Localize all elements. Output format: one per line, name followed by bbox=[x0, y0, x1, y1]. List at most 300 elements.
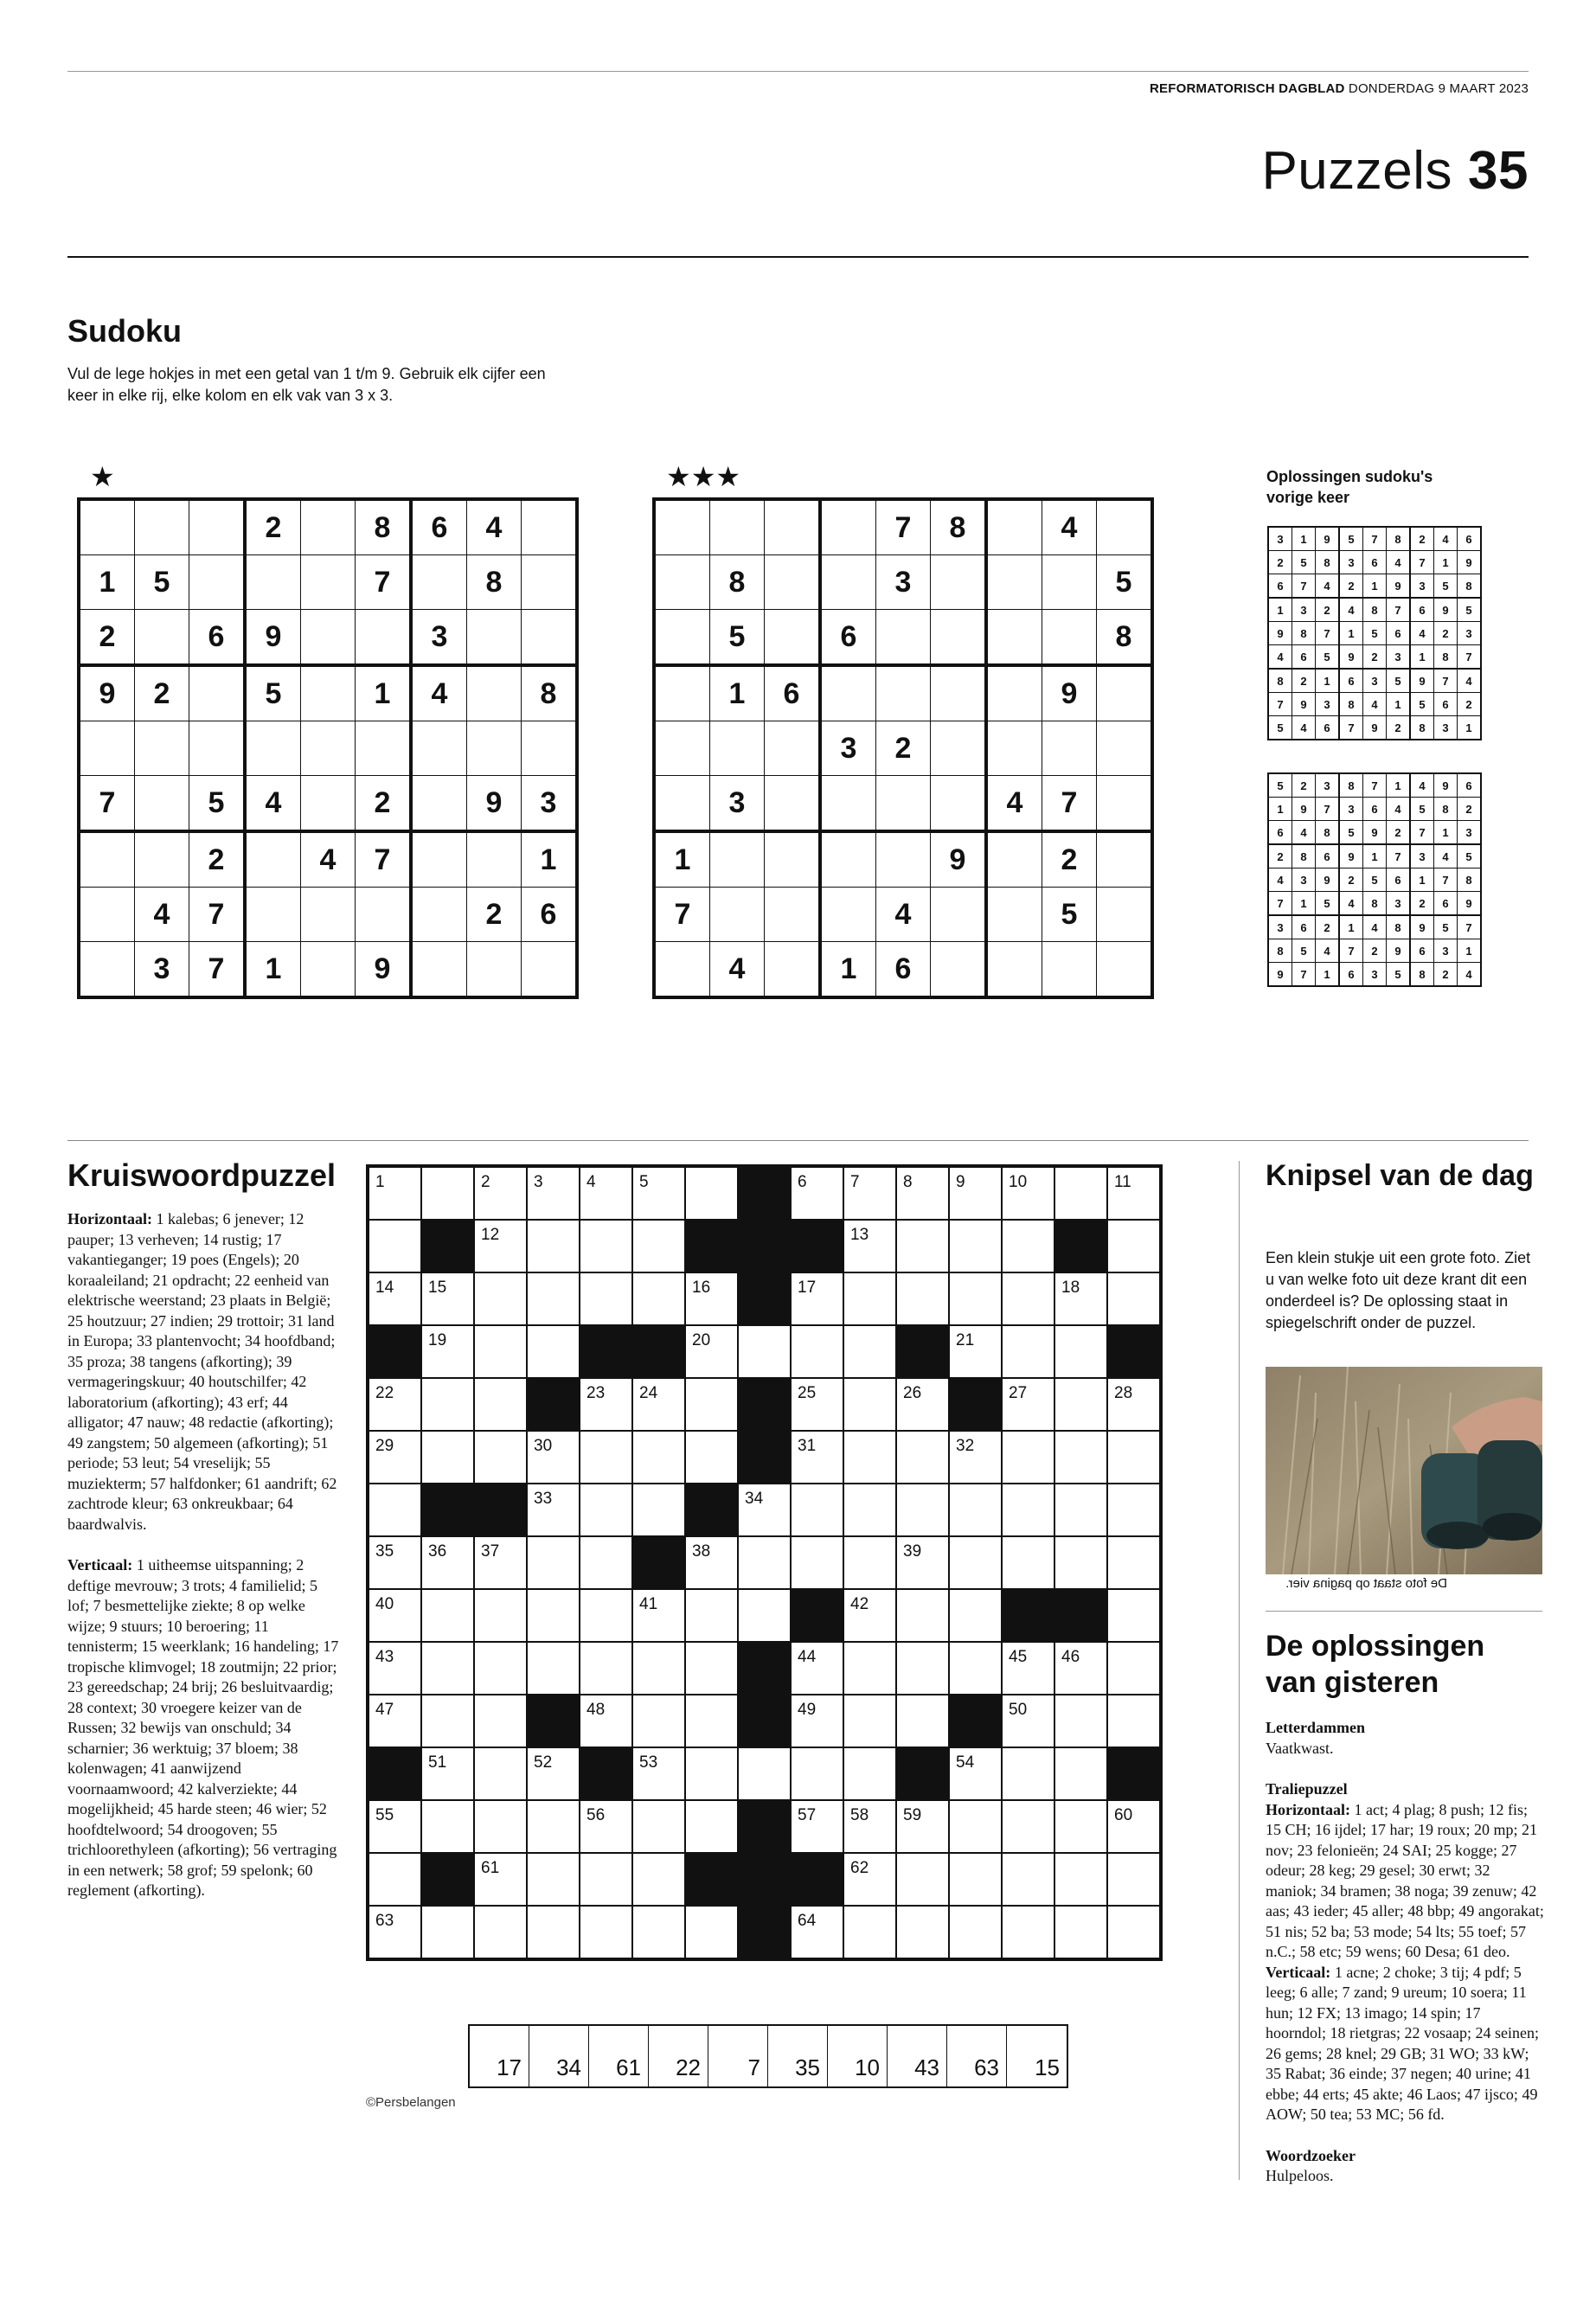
key-cell[interactable] bbox=[947, 2026, 1007, 2086]
crossword-cell[interactable] bbox=[474, 1378, 527, 1431]
crossword-cell[interactable] bbox=[1107, 1431, 1160, 1484]
sudoku-cell[interactable] bbox=[986, 721, 1042, 776]
sudoku-cell[interactable]: 5 bbox=[1042, 888, 1097, 942]
sudoku-cell[interactable]: 7 bbox=[189, 942, 246, 998]
sudoku-cell[interactable] bbox=[301, 665, 356, 721]
sudoku-cell[interactable]: 7 bbox=[189, 888, 246, 942]
sudoku-cell[interactable]: 1 bbox=[356, 665, 412, 721]
sudoku-cell[interactable] bbox=[411, 721, 467, 776]
sudoku-cell[interactable] bbox=[710, 831, 765, 888]
crossword-cell[interactable] bbox=[1107, 1589, 1160, 1642]
crossword-cell[interactable] bbox=[791, 1378, 843, 1431]
crossword-cell[interactable] bbox=[949, 1484, 1002, 1536]
crossword-cell[interactable] bbox=[580, 1800, 632, 1853]
sudoku-cell[interactable]: 9 bbox=[79, 665, 135, 721]
crossword-cell[interactable] bbox=[791, 1484, 843, 1536]
sudoku-cell[interactable] bbox=[522, 499, 578, 555]
sudoku-cell[interactable] bbox=[245, 555, 301, 610]
crossword-cell[interactable] bbox=[738, 1747, 791, 1800]
sudoku-cell[interactable]: 1 bbox=[79, 555, 135, 610]
crossword-cell[interactable] bbox=[1054, 1642, 1107, 1695]
crossword-cell[interactable] bbox=[1054, 1272, 1107, 1325]
crossword-cell[interactable] bbox=[1054, 1536, 1107, 1589]
sudoku-cell[interactable]: 3 bbox=[820, 721, 876, 776]
crossword-cell[interactable] bbox=[527, 1906, 580, 1958]
sudoku-cell[interactable]: 1 bbox=[820, 942, 876, 998]
sudoku-cell[interactable] bbox=[79, 888, 135, 942]
crossword-cell[interactable] bbox=[1002, 1484, 1054, 1536]
sudoku-cell[interactable]: 6 bbox=[765, 665, 821, 721]
sudoku-cell[interactable] bbox=[301, 776, 356, 832]
crossword-cell[interactable] bbox=[527, 1272, 580, 1325]
crossword-cell[interactable] bbox=[1054, 1325, 1107, 1378]
crossword-cell[interactable] bbox=[1002, 1906, 1054, 1958]
sudoku-grid-easy[interactable] bbox=[77, 497, 579, 999]
crossword-cell[interactable] bbox=[843, 1536, 896, 1589]
sudoku-cell[interactable] bbox=[654, 721, 710, 776]
crossword-cell[interactable] bbox=[369, 1800, 421, 1853]
sudoku-cell[interactable] bbox=[765, 721, 821, 776]
crossword-cell[interactable] bbox=[527, 1589, 580, 1642]
sudoku-cell[interactable] bbox=[931, 555, 987, 610]
crossword-cell[interactable] bbox=[527, 1431, 580, 1484]
crossword-cell[interactable] bbox=[474, 1272, 527, 1325]
sudoku-cell[interactable]: 1 bbox=[710, 665, 765, 721]
crossword-cell[interactable] bbox=[1107, 1642, 1160, 1695]
sudoku-cell[interactable] bbox=[1042, 610, 1097, 666]
sudoku-cell[interactable] bbox=[411, 888, 467, 942]
crossword-cell[interactable] bbox=[632, 1167, 685, 1220]
crossword-cell[interactable] bbox=[580, 1272, 632, 1325]
crossword-cell[interactable] bbox=[474, 1695, 527, 1747]
crossword-cell[interactable] bbox=[527, 1484, 580, 1536]
crossword-cell[interactable] bbox=[843, 1484, 896, 1536]
key-cell[interactable] bbox=[1007, 2026, 1067, 2086]
crossword-cell[interactable] bbox=[791, 1536, 843, 1589]
sudoku-cell[interactable] bbox=[135, 610, 189, 666]
sudoku-cell[interactable] bbox=[765, 499, 821, 555]
sudoku-cell[interactable]: 2 bbox=[356, 776, 412, 832]
crossword-cell[interactable] bbox=[527, 1167, 580, 1220]
crossword-cell[interactable] bbox=[632, 1642, 685, 1695]
crossword-cell[interactable] bbox=[843, 1272, 896, 1325]
sudoku-cell[interactable] bbox=[301, 610, 356, 666]
crossword-cell[interactable] bbox=[949, 1853, 1002, 1906]
sudoku-cell[interactable] bbox=[931, 942, 987, 998]
crossword-cell[interactable] bbox=[580, 1853, 632, 1906]
crossword-cell[interactable] bbox=[949, 1272, 1002, 1325]
sudoku-cell[interactable] bbox=[1042, 721, 1097, 776]
sudoku-cell[interactable]: 5 bbox=[245, 665, 301, 721]
crossword-cell[interactable] bbox=[474, 1167, 527, 1220]
crossword-cell[interactable] bbox=[896, 1536, 949, 1589]
crossword-cell[interactable] bbox=[843, 1167, 896, 1220]
sudoku-cell[interactable] bbox=[820, 665, 876, 721]
sudoku-cell[interactable] bbox=[522, 610, 578, 666]
crossword-cell[interactable] bbox=[527, 1800, 580, 1853]
sudoku-cell[interactable] bbox=[1097, 665, 1153, 721]
sudoku-cell[interactable] bbox=[522, 555, 578, 610]
sudoku-cell[interactable]: 2 bbox=[245, 499, 301, 555]
crossword-cell[interactable] bbox=[369, 1167, 421, 1220]
sudoku-cell[interactable] bbox=[986, 831, 1042, 888]
sudoku-cell[interactable]: 6 bbox=[411, 499, 467, 555]
crossword-cell[interactable] bbox=[421, 1167, 474, 1220]
crossword-cell[interactable] bbox=[1054, 1167, 1107, 1220]
crossword-cell[interactable] bbox=[474, 1220, 527, 1272]
crossword-cell[interactable] bbox=[1002, 1536, 1054, 1589]
crossword-cell[interactable] bbox=[369, 1431, 421, 1484]
crossword-cell[interactable] bbox=[896, 1853, 949, 1906]
crossword-cell[interactable] bbox=[896, 1431, 949, 1484]
crossword-cell[interactable] bbox=[632, 1853, 685, 1906]
crossword-cell[interactable] bbox=[949, 1906, 1002, 1958]
crossword-cell[interactable] bbox=[685, 1325, 738, 1378]
sudoku-cell[interactable] bbox=[986, 610, 1042, 666]
crossword-cell[interactable] bbox=[1054, 1747, 1107, 1800]
crossword-cell[interactable] bbox=[580, 1536, 632, 1589]
crossword-cell[interactable] bbox=[369, 1589, 421, 1642]
sudoku-cell[interactable] bbox=[79, 721, 135, 776]
sudoku-cell[interactable] bbox=[654, 665, 710, 721]
sudoku-cell[interactable] bbox=[1097, 942, 1153, 998]
crossword-cell[interactable] bbox=[843, 1695, 896, 1747]
sudoku-cell[interactable] bbox=[522, 942, 578, 998]
crossword-cell[interactable] bbox=[1054, 1431, 1107, 1484]
sudoku-cell[interactable] bbox=[765, 555, 821, 610]
sudoku-cell[interactable]: 2 bbox=[189, 831, 246, 888]
sudoku-cell[interactable]: 7 bbox=[356, 831, 412, 888]
crossword-cell[interactable] bbox=[1054, 1906, 1107, 1958]
crossword-cell[interactable] bbox=[421, 1642, 474, 1695]
crossword-cell[interactable] bbox=[843, 1378, 896, 1431]
crossword-cell[interactable] bbox=[527, 1536, 580, 1589]
crossword-cell[interactable] bbox=[843, 1589, 896, 1642]
crossword-cell[interactable] bbox=[632, 1800, 685, 1853]
sudoku-cell[interactable]: 7 bbox=[654, 888, 710, 942]
crossword-cell[interactable] bbox=[421, 1747, 474, 1800]
sudoku-cell[interactable] bbox=[79, 831, 135, 888]
crossword-cell[interactable] bbox=[527, 1642, 580, 1695]
crossword-cell[interactable] bbox=[843, 1642, 896, 1695]
sudoku-cell[interactable]: 2 bbox=[135, 665, 189, 721]
crossword-cell[interactable] bbox=[791, 1800, 843, 1853]
crossword-cell[interactable] bbox=[632, 1378, 685, 1431]
sudoku-cell[interactable] bbox=[876, 831, 931, 888]
key-cell[interactable] bbox=[589, 2026, 649, 2086]
crossword-cell[interactable] bbox=[1002, 1800, 1054, 1853]
crossword-cell[interactable] bbox=[527, 1747, 580, 1800]
crossword-cell[interactable] bbox=[949, 1536, 1002, 1589]
sudoku-cell[interactable] bbox=[710, 888, 765, 942]
sudoku-cell[interactable] bbox=[765, 888, 821, 942]
crossword-cell[interactable] bbox=[369, 1853, 421, 1906]
key-cell[interactable] bbox=[470, 2026, 529, 2086]
crossword-cell[interactable] bbox=[527, 1853, 580, 1906]
sudoku-cell[interactable] bbox=[654, 776, 710, 832]
sudoku-cell[interactable] bbox=[986, 888, 1042, 942]
sudoku-cell[interactable] bbox=[356, 888, 412, 942]
crossword-cell[interactable] bbox=[632, 1220, 685, 1272]
crossword-cell[interactable] bbox=[527, 1325, 580, 1378]
crossword-cell[interactable] bbox=[632, 1484, 685, 1536]
crossword-cell[interactable] bbox=[1002, 1747, 1054, 1800]
sudoku-cell[interactable]: 1 bbox=[245, 942, 301, 998]
sudoku-cell[interactable] bbox=[467, 665, 522, 721]
crossword-cell[interactable] bbox=[369, 1272, 421, 1325]
sudoku-cell[interactable]: 4 bbox=[411, 665, 467, 721]
crossword-cell[interactable] bbox=[632, 1272, 685, 1325]
sudoku-cell[interactable] bbox=[301, 499, 356, 555]
crossword-cell[interactable] bbox=[474, 1906, 527, 1958]
sudoku-cell[interactable]: 2 bbox=[876, 721, 931, 776]
crossword-cell[interactable] bbox=[1107, 1220, 1160, 1272]
sudoku-cell[interactable] bbox=[356, 721, 412, 776]
sudoku-cell[interactable] bbox=[135, 499, 189, 555]
crossword-cell[interactable] bbox=[896, 1906, 949, 1958]
sudoku-cell[interactable]: 8 bbox=[356, 499, 412, 555]
crossword-cell[interactable] bbox=[949, 1431, 1002, 1484]
sudoku-cell[interactable] bbox=[654, 942, 710, 998]
crossword-cell[interactable] bbox=[1002, 1642, 1054, 1695]
crossword-cell[interactable] bbox=[1054, 1853, 1107, 1906]
crossword-cell[interactable] bbox=[791, 1747, 843, 1800]
crossword-cell[interactable] bbox=[1054, 1800, 1107, 1853]
sudoku-cell[interactable] bbox=[654, 610, 710, 666]
sudoku-cell[interactable]: 3 bbox=[135, 942, 189, 998]
sudoku-cell[interactable] bbox=[986, 499, 1042, 555]
crossword-cell[interactable] bbox=[843, 1431, 896, 1484]
crossword-cell[interactable] bbox=[421, 1800, 474, 1853]
crossword-cell[interactable] bbox=[896, 1800, 949, 1853]
sudoku-cell[interactable] bbox=[135, 831, 189, 888]
sudoku-cell[interactable] bbox=[820, 776, 876, 832]
crossword-cell[interactable] bbox=[580, 1378, 632, 1431]
sudoku-cell[interactable] bbox=[411, 942, 467, 998]
key-cell[interactable] bbox=[828, 2026, 888, 2086]
sudoku-cell[interactable] bbox=[931, 721, 987, 776]
crossword-cell[interactable] bbox=[843, 1906, 896, 1958]
crossword-cell[interactable] bbox=[369, 1220, 421, 1272]
sudoku-cell[interactable] bbox=[411, 831, 467, 888]
sudoku-cell[interactable] bbox=[765, 610, 821, 666]
key-cell[interactable] bbox=[529, 2026, 589, 2086]
sudoku-cell[interactable]: 5 bbox=[1097, 555, 1153, 610]
crossword-cell[interactable] bbox=[421, 1325, 474, 1378]
crossword-cell[interactable] bbox=[580, 1695, 632, 1747]
sudoku-cell[interactable] bbox=[931, 665, 987, 721]
crossword-cell[interactable] bbox=[1002, 1378, 1054, 1431]
sudoku-cell[interactable]: 6 bbox=[522, 888, 578, 942]
crossword-cell[interactable] bbox=[791, 1906, 843, 1958]
sudoku-cell[interactable]: 9 bbox=[245, 610, 301, 666]
crossword-cell[interactable] bbox=[949, 1642, 1002, 1695]
crossword-cell[interactable] bbox=[527, 1220, 580, 1272]
crossword-cell[interactable] bbox=[1002, 1695, 1054, 1747]
sudoku-cell[interactable]: 9 bbox=[356, 942, 412, 998]
crossword-cell[interactable] bbox=[421, 1378, 474, 1431]
crossword-grid[interactable] bbox=[366, 1164, 1163, 1961]
sudoku-cell[interactable]: 8 bbox=[931, 499, 987, 555]
sudoku-cell[interactable] bbox=[522, 721, 578, 776]
crossword-cell[interactable] bbox=[1054, 1695, 1107, 1747]
sudoku-cell[interactable] bbox=[1042, 555, 1097, 610]
sudoku-cell[interactable]: 1 bbox=[654, 831, 710, 888]
crossword-cell[interactable] bbox=[632, 1695, 685, 1747]
crossword-cell[interactable] bbox=[369, 1906, 421, 1958]
crossword-cell[interactable] bbox=[949, 1325, 1002, 1378]
crossword-cell[interactable] bbox=[685, 1906, 738, 1958]
crossword-cell[interactable] bbox=[1002, 1853, 1054, 1906]
sudoku-cell[interactable] bbox=[245, 831, 301, 888]
crossword-cell[interactable] bbox=[369, 1642, 421, 1695]
sudoku-cell[interactable]: 2 bbox=[79, 610, 135, 666]
crossword-cell[interactable] bbox=[949, 1747, 1002, 1800]
sudoku-cell[interactable] bbox=[931, 776, 987, 832]
crossword-cell[interactable] bbox=[1002, 1220, 1054, 1272]
crossword-cell[interactable] bbox=[369, 1695, 421, 1747]
sudoku-cell[interactable] bbox=[820, 499, 876, 555]
sudoku-cell[interactable]: 8 bbox=[522, 665, 578, 721]
crossword-cell[interactable] bbox=[685, 1589, 738, 1642]
sudoku-cell[interactable] bbox=[356, 610, 412, 666]
crossword-cell[interactable] bbox=[421, 1272, 474, 1325]
crossword-cell[interactable] bbox=[421, 1906, 474, 1958]
crossword-cell[interactable] bbox=[632, 1589, 685, 1642]
crossword-cell[interactable] bbox=[369, 1536, 421, 1589]
crossword-cell[interactable] bbox=[738, 1484, 791, 1536]
key-cell[interactable] bbox=[888, 2026, 947, 2086]
sudoku-cell[interactable] bbox=[876, 776, 931, 832]
crossword-cell[interactable] bbox=[474, 1325, 527, 1378]
sudoku-cell[interactable] bbox=[189, 665, 246, 721]
crossword-cell[interactable] bbox=[1107, 1378, 1160, 1431]
crossword-cell[interactable] bbox=[896, 1589, 949, 1642]
crossword-cell[interactable] bbox=[738, 1325, 791, 1378]
sudoku-cell[interactable]: 5 bbox=[710, 610, 765, 666]
sudoku-cell[interactable] bbox=[1097, 888, 1153, 942]
solution-key[interactable] bbox=[468, 2024, 1068, 2088]
crossword-cell[interactable] bbox=[685, 1695, 738, 1747]
key-cell[interactable] bbox=[708, 2026, 768, 2086]
crossword-cell[interactable] bbox=[1107, 1272, 1160, 1325]
sudoku-cell[interactable]: 6 bbox=[189, 610, 246, 666]
sudoku-cell[interactable] bbox=[79, 942, 135, 998]
sudoku-cell[interactable] bbox=[411, 776, 467, 832]
crossword-cell[interactable] bbox=[843, 1853, 896, 1906]
crossword-cell[interactable] bbox=[580, 1906, 632, 1958]
crossword-cell[interactable] bbox=[1107, 1695, 1160, 1747]
sudoku-cell[interactable]: 7 bbox=[876, 499, 931, 555]
sudoku-cell[interactable]: 7 bbox=[356, 555, 412, 610]
sudoku-cell[interactable] bbox=[820, 555, 876, 610]
sudoku-cell[interactable]: 7 bbox=[79, 776, 135, 832]
crossword-cell[interactable] bbox=[474, 1536, 527, 1589]
crossword-cell[interactable] bbox=[1107, 1800, 1160, 1853]
crossword-cell[interactable] bbox=[791, 1431, 843, 1484]
crossword-cell[interactable] bbox=[843, 1747, 896, 1800]
sudoku-cell[interactable] bbox=[820, 831, 876, 888]
sudoku-cell[interactable]: 3 bbox=[522, 776, 578, 832]
sudoku-cell[interactable]: 4 bbox=[876, 888, 931, 942]
crossword-cell[interactable] bbox=[474, 1589, 527, 1642]
crossword-cell[interactable] bbox=[580, 1589, 632, 1642]
sudoku-cell[interactable]: 4 bbox=[986, 776, 1042, 832]
crossword-cell[interactable] bbox=[685, 1167, 738, 1220]
crossword-cell[interactable] bbox=[685, 1536, 738, 1589]
sudoku-grid-hard[interactable] bbox=[652, 497, 1154, 999]
crossword-cell[interactable] bbox=[580, 1642, 632, 1695]
sudoku-cell[interactable] bbox=[189, 555, 246, 610]
crossword-cell[interactable] bbox=[1107, 1536, 1160, 1589]
sudoku-cell[interactable] bbox=[986, 665, 1042, 721]
sudoku-cell[interactable] bbox=[710, 499, 765, 555]
sudoku-cell[interactable]: 1 bbox=[522, 831, 578, 888]
crossword-cell[interactable] bbox=[949, 1167, 1002, 1220]
sudoku-cell[interactable] bbox=[1097, 776, 1153, 832]
crossword-cell[interactable] bbox=[1107, 1906, 1160, 1958]
sudoku-cell[interactable]: 6 bbox=[876, 942, 931, 998]
sudoku-cell[interactable]: 9 bbox=[931, 831, 987, 888]
sudoku-cell[interactable]: 4 bbox=[245, 776, 301, 832]
sudoku-cell[interactable]: 3 bbox=[710, 776, 765, 832]
sudoku-cell[interactable]: 4 bbox=[301, 831, 356, 888]
crossword-cell[interactable] bbox=[421, 1431, 474, 1484]
sudoku-cell[interactable] bbox=[765, 942, 821, 998]
crossword-cell[interactable] bbox=[738, 1536, 791, 1589]
crossword-cell[interactable] bbox=[474, 1747, 527, 1800]
crossword-cell[interactable] bbox=[632, 1747, 685, 1800]
crossword-cell[interactable] bbox=[791, 1325, 843, 1378]
sudoku-cell[interactable] bbox=[467, 831, 522, 888]
sudoku-cell[interactable] bbox=[467, 942, 522, 998]
crossword-cell[interactable] bbox=[685, 1747, 738, 1800]
crossword-cell[interactable] bbox=[474, 1800, 527, 1853]
crossword-cell[interactable] bbox=[791, 1695, 843, 1747]
crossword-cell[interactable] bbox=[421, 1536, 474, 1589]
crossword-cell[interactable] bbox=[896, 1642, 949, 1695]
sudoku-cell[interactable] bbox=[820, 888, 876, 942]
crossword-cell[interactable] bbox=[1107, 1484, 1160, 1536]
crossword-cell[interactable] bbox=[685, 1800, 738, 1853]
sudoku-cell[interactable] bbox=[931, 610, 987, 666]
crossword-cell[interactable] bbox=[843, 1220, 896, 1272]
sudoku-cell[interactable] bbox=[467, 721, 522, 776]
sudoku-cell[interactable]: 8 bbox=[467, 555, 522, 610]
sudoku-cell[interactable]: 4 bbox=[135, 888, 189, 942]
crossword-cell[interactable] bbox=[896, 1695, 949, 1747]
crossword-cell[interactable] bbox=[632, 1906, 685, 1958]
crossword-cell[interactable] bbox=[791, 1272, 843, 1325]
crossword-cell[interactable] bbox=[580, 1484, 632, 1536]
crossword-cell[interactable] bbox=[685, 1431, 738, 1484]
crossword-cell[interactable] bbox=[1054, 1484, 1107, 1536]
crossword-cell[interactable] bbox=[896, 1220, 949, 1272]
sudoku-cell[interactable] bbox=[986, 942, 1042, 998]
sudoku-cell[interactable] bbox=[301, 555, 356, 610]
crossword-cell[interactable] bbox=[1002, 1325, 1054, 1378]
sudoku-cell[interactable] bbox=[411, 555, 467, 610]
crossword-cell[interactable] bbox=[474, 1853, 527, 1906]
crossword-cell[interactable] bbox=[843, 1800, 896, 1853]
sudoku-cell[interactable] bbox=[1097, 499, 1153, 555]
crossword-cell[interactable] bbox=[421, 1695, 474, 1747]
crossword-cell[interactable] bbox=[369, 1484, 421, 1536]
sudoku-cell[interactable]: 4 bbox=[710, 942, 765, 998]
sudoku-cell[interactable]: 9 bbox=[1042, 665, 1097, 721]
sudoku-cell[interactable] bbox=[467, 610, 522, 666]
crossword-cell[interactable] bbox=[791, 1167, 843, 1220]
